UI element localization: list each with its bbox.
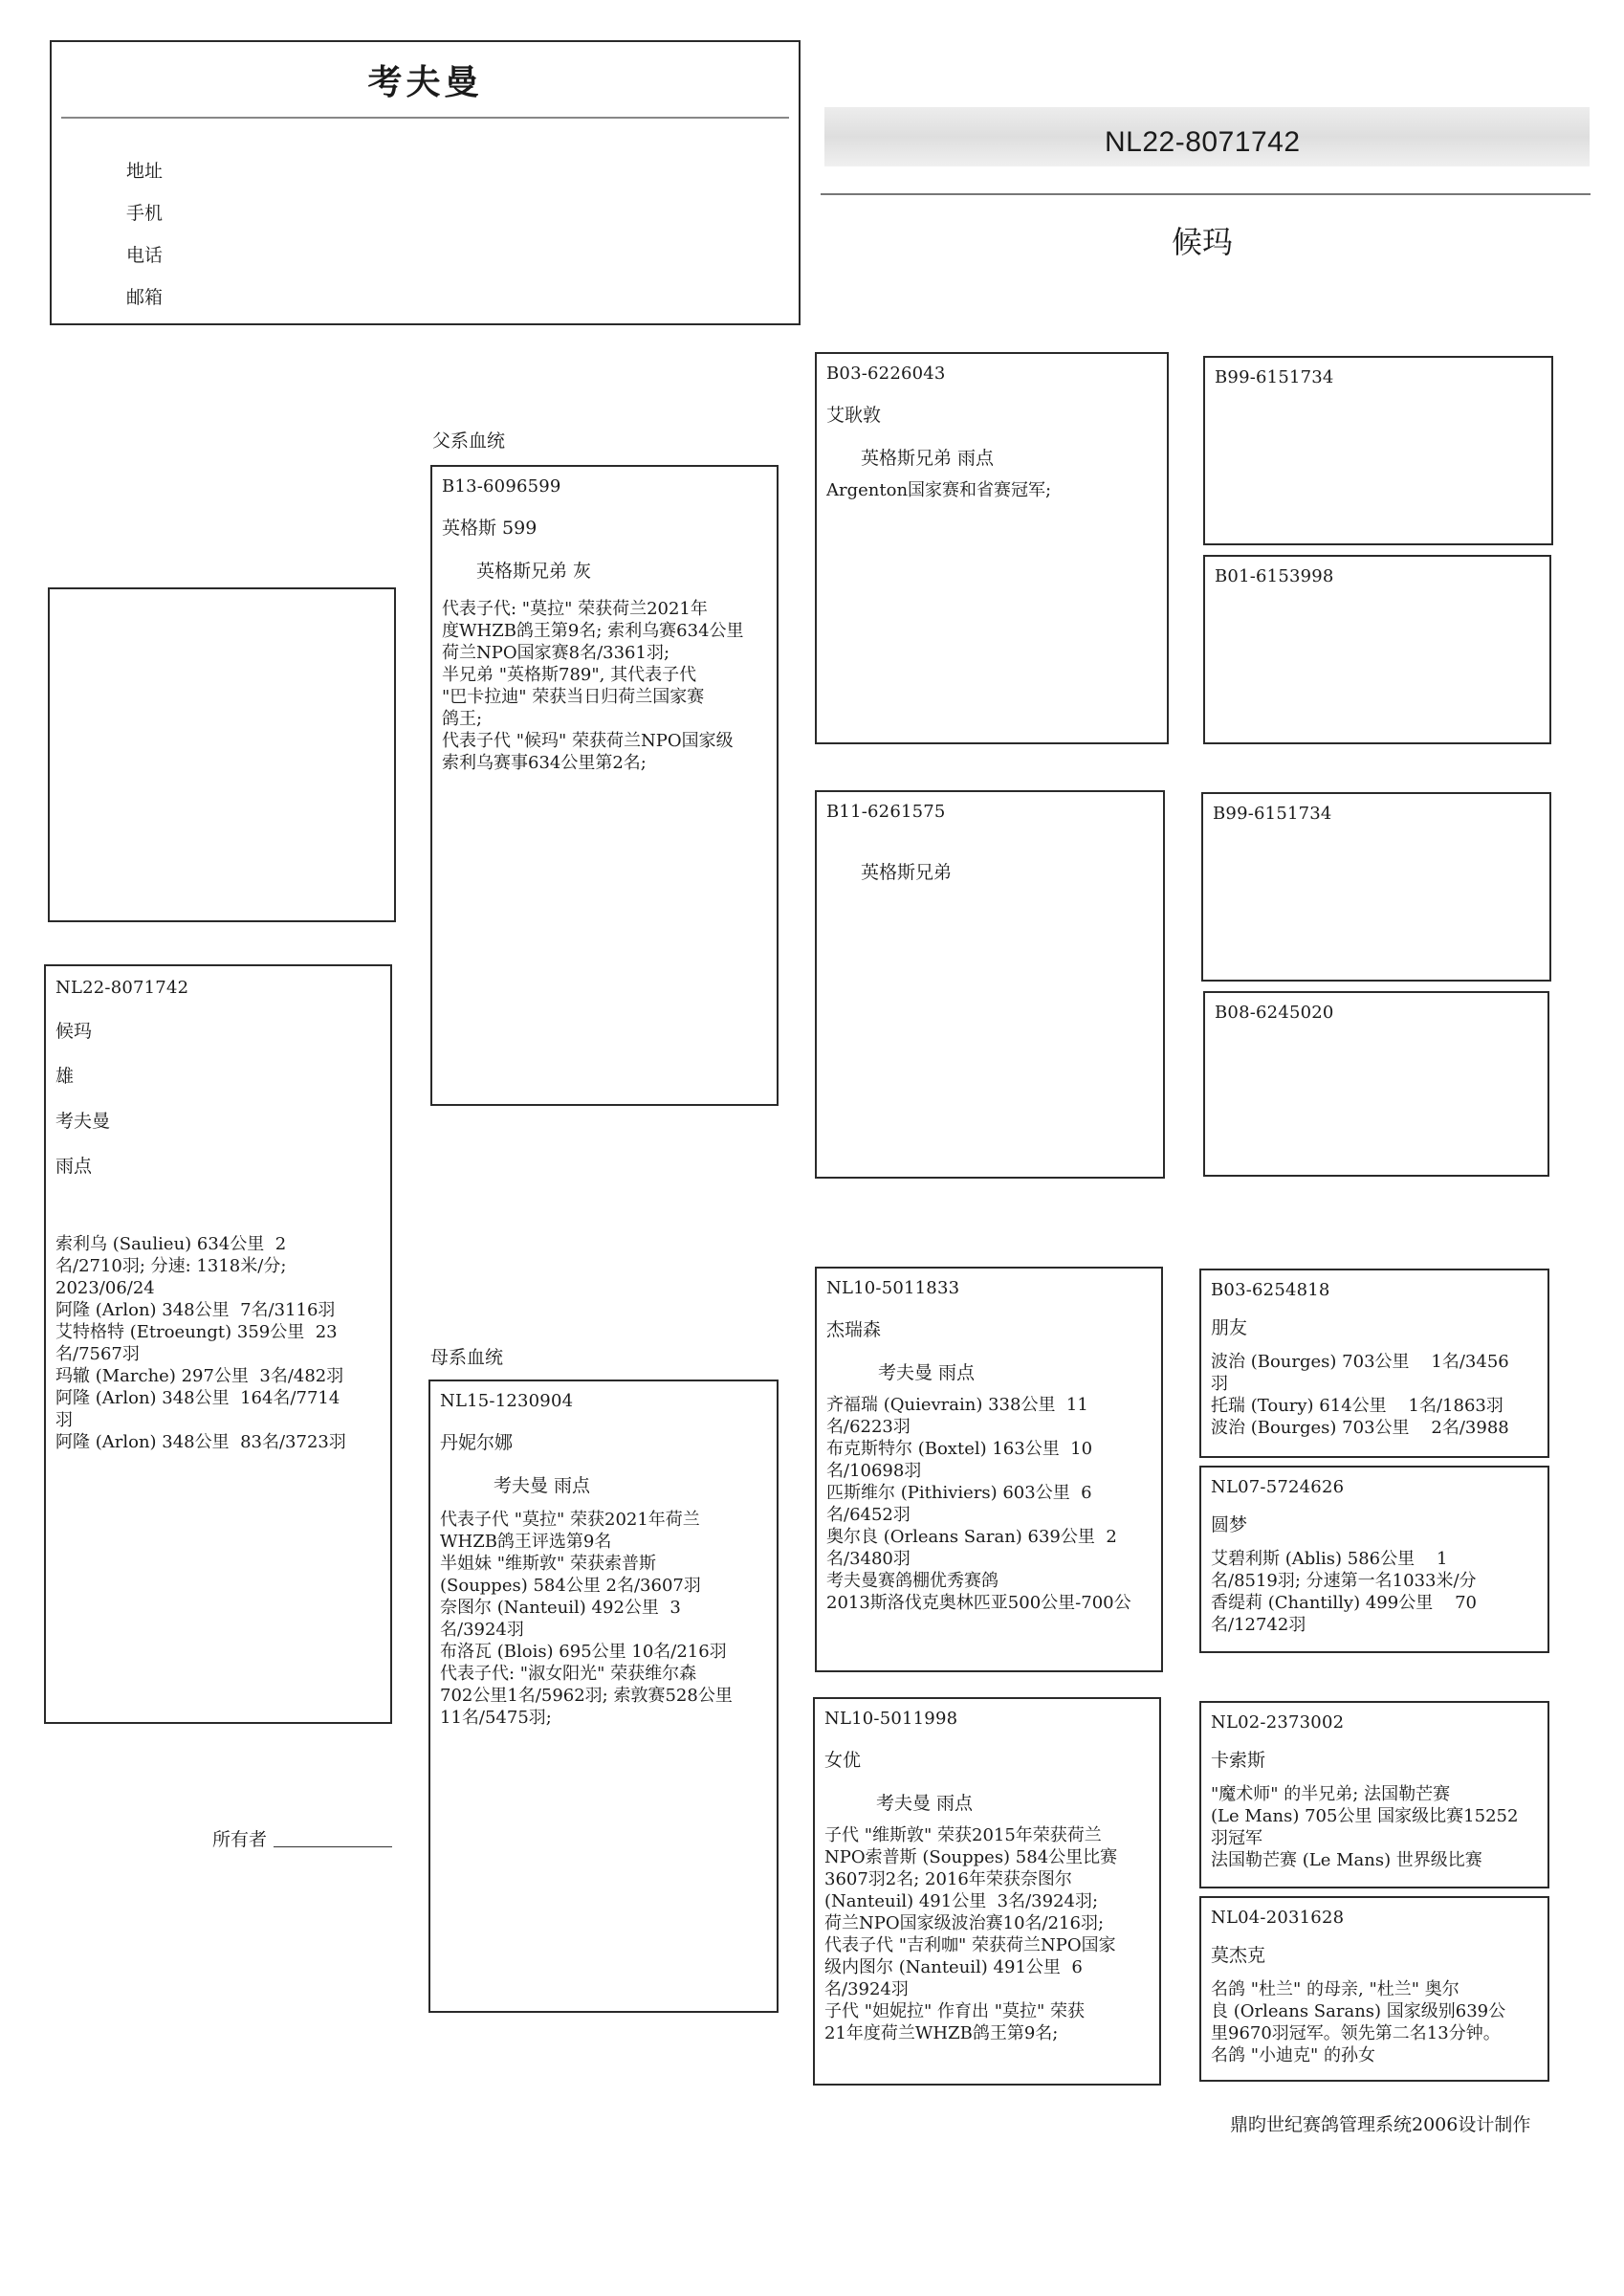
sd-name: 英格斯兄弟 (861, 862, 953, 883)
header-pigeon-name: 候玛 (1172, 224, 1234, 260)
sire-card (430, 465, 779, 1106)
address-label: 地址 (126, 161, 164, 182)
ds-name: 杰瑞森 (826, 1319, 882, 1340)
ddd-notes: 名鸽 "杜兰" 的母亲, "杜兰" 奥尔 良 (Orleans Sarans) 国家级别639公 里9670羽冠军。领先第二名13分钟。 名鸽 "小迪克" 的孙女 (1211, 1979, 1506, 2065)
owner-label: 所有者 (212, 1829, 268, 1850)
sds-ring-number: B99-6151734 (1213, 804, 1332, 824)
owner-signature-line (274, 1846, 392, 1847)
ss-notes: Argenton国家赛和省赛冠军; (826, 480, 1052, 500)
ss-strain-color: 英格斯兄弟 雨点 (861, 448, 995, 469)
dss-results: 波治 (Bourges) 703公里 1名/3456 羽 托瑞 (Toury) 614公里 1名/1863羽 波治 (Bourges) 703公里 2名/3988 (1211, 1352, 1509, 1438)
sdd-card (1203, 991, 1549, 1177)
ddd-ring-number: NL04-2031628 (1211, 1908, 1345, 1928)
ds-ring-number: NL10-5011833 (826, 1278, 960, 1298)
sire-dam-card (815, 790, 1165, 1179)
main-sex: 雄 (55, 1066, 75, 1087)
sire-ring-number: B13-6096599 (442, 476, 561, 497)
main-ring-number: NL22-8071742 (55, 978, 189, 998)
dd-ring-number: NL10-5011998 (824, 1709, 958, 1729)
sdd-ring-number: B08-6245020 (1215, 1003, 1334, 1023)
sire-sire-card (815, 352, 1169, 744)
dam-sire-card (815, 1267, 1163, 1672)
dam-line-label: 母系血统 (430, 1347, 504, 1368)
dam-notes: 代表子代 "莫拉" 荣获2021年荷兰 WHZB鸽王评选第9名 半姐妹 "维斯敦" 荣获索普斯 (Souppes) 584公里 2名/3607羽 奈图尔 (Nanteuil) 492公里 3 名/3924羽 布洛瓦 (Blois) 695公里 10名/216羽 代表子代: "淑女阳光" 荣获维尔森 702公里1名/5962羽; 索敦赛528公里 11名/5475羽; (440, 1510, 733, 1728)
ddd-card (1199, 1896, 1549, 2082)
dd-breeder-color: 考夫曼 雨点 (876, 1793, 974, 1814)
email-label: 邮箱 (126, 287, 164, 308)
breeder-name: 考夫曼 (367, 62, 483, 102)
breeder-card (50, 40, 801, 325)
dam-card (428, 1380, 779, 2013)
main-pigeon-card (44, 964, 392, 1724)
sd-ring-number: B11-6261575 (826, 802, 946, 822)
sire-line-label: 父系血统 (432, 430, 506, 452)
header-rule (821, 193, 1591, 195)
dd-name: 女优 (824, 1750, 862, 1771)
dam-breeder-color: 考夫曼 雨点 (494, 1475, 591, 1496)
main-name: 候玛 (55, 1021, 93, 1042)
dam-name: 丹妮尔娜 (440, 1432, 514, 1453)
photo-placeholder (48, 587, 396, 922)
header-divider (61, 117, 789, 119)
sss-card (1203, 356, 1553, 545)
main-color: 雨点 (55, 1156, 93, 1177)
dss-ring-number: B03-6254818 (1211, 1280, 1330, 1300)
dss-name: 朋友 (1211, 1317, 1248, 1338)
dsd-name: 圆梦 (1211, 1514, 1248, 1535)
ds-breeder-color: 考夫曼 雨点 (878, 1362, 976, 1383)
mobile-label: 手机 (126, 203, 164, 224)
dam-ring-number: NL15-1230904 (440, 1391, 574, 1411)
sss-ring-number: B99-6151734 (1215, 367, 1334, 387)
footer-credit: 鼎昀世纪赛鸽管理系统2006设计制作 (1230, 2114, 1531, 2135)
dam-dam-card (813, 1697, 1161, 2086)
dd-notes: 子代 "维斯敦" 荣获2015年荣获荷兰 NPO索普斯 (Souppes) 584公里比赛 3607羽2名; 2016年荣获奈图尔 (Nanteuil) 491公里 3名/3924羽; 荷兰NPO国家级波治赛10名/216羽; 代表子代 "吉利咖" 荣获荷兰NPO国家 级内图尔 (Nanteuil) 491公里 6 名/3924羽 子代 "妲妮拉" 作育出 "莫拉" 荣获 21年度荷兰WHZB鸽王第9名; (824, 1825, 1118, 2043)
ss-name: 艾耿敦 (826, 405, 882, 426)
dds-notes: "魔术师" 的半兄弟; 法国勒芒赛 (Le Mans) 705公里 国家级比赛15252 羽冠军 法国勒芒赛 (Le Mans) 世界级比赛 (1211, 1784, 1519, 1870)
ssd-ring-number: B01-6153998 (1215, 566, 1334, 586)
dss-card (1199, 1269, 1549, 1458)
header-ring-number: NL22-8071742 (1105, 126, 1301, 158)
ds-results: 齐福瑞 (Quievrain) 338公里 11 名/6223羽 布克斯特尔 (Boxtel) 163公里 10 名/10698羽 匹斯维尔 (Pithiviers) 603公里 6 名/6452羽 奥尔良 (Orleans Saran) 639公里 2 名/3480羽 考夫曼赛鸽棚优秀赛鸽 2013斯洛伐克奥林匹亚500公里-700公 (826, 1395, 1131, 1613)
dsd-ring-number: NL07-5724626 (1211, 1477, 1345, 1497)
phone-label: 电话 (126, 245, 164, 266)
sire-strain-color: 英格斯兄弟 灰 (476, 561, 592, 582)
dds-ring-number: NL02-2373002 (1211, 1712, 1345, 1733)
ssd-card (1203, 555, 1551, 744)
main-breeder: 考夫曼 (55, 1111, 111, 1132)
ss-ring-number: B03-6226043 (826, 364, 946, 384)
sire-name: 英格斯 599 (442, 518, 538, 539)
dds-card (1199, 1701, 1549, 1888)
main-results: 索利乌 (Saulieu) 634公里 2 名/2710羽; 分速: 1318米/分; 2023/06/24 阿隆 (Arlon) 348公里 7名/3116羽 艾特格特 (Etroeungt) 359公里 23 名/7567羽 玛辙 (Marche) 297公里 3名/482羽 阿隆 (Arlon) 348公里 164名/7714 羽 阿隆 (Arlon) 348公里 83名/3723羽 (55, 1234, 346, 1452)
dds-name: 卡索斯 (1211, 1750, 1266, 1771)
dsd-card (1199, 1466, 1549, 1653)
sds-card (1201, 792, 1551, 982)
sire-notes: 代表子代: "莫拉" 荣获荷兰2021年 度WHZB鸽王第9名; 索利乌赛634公里 荷兰NPO国家赛8名/3361羽; 半兄弟 "英格斯789", 其代表子代 "巴卡拉迪" 荣获当日归荷兰国家赛 鸽王; 代表子代 "候玛" 荣获荷兰NPO国家级 索利乌赛事634公里第2名; (442, 599, 744, 773)
dsd-results: 艾碧利斯 (Ablis) 586公里 1 名/8519羽; 分速第一名1033米/分 香缇莉 (Chantilly) 499公里 70 名/12742羽 (1211, 1549, 1477, 1635)
ddd-name: 莫杰克 (1211, 1945, 1266, 1966)
